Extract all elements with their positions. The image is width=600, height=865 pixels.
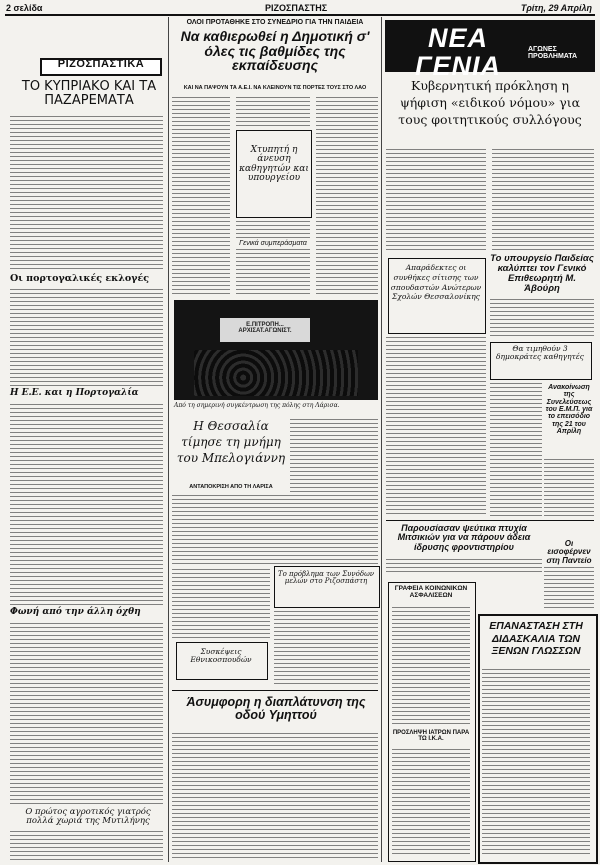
nea-genia-title: ΝΕΑ ΓΕΝΙΑ (415, 23, 501, 82)
right-box-panteio-text: Οι εισοφέρνεν στη Παντείο (546, 539, 592, 565)
page-date: Τρίτη, 29 Απρίλη (520, 3, 592, 13)
ika-announcement-title: ΓΡΑΦΕΙΑ ΚΟΙΝΩΝΙΚΩΝ ΑΣΦΑΛΙΣΕΩΝ (394, 585, 468, 599)
center-subhead-conclusions: Γενικά συμπεράσματα (236, 240, 310, 247)
right-box-empress-text: Ανακοίνωση της Συνελεύσεως του Ε.Μ.Π. για το επεισόδιο της 21 του Απρίλη (545, 384, 593, 436)
right-headline: Κυβερνητική πρόκληση η ψήφιση «ειδικού νόμου» για τους φοιτητικούς συλλόγους (398, 78, 582, 127)
left-subhead-doctor: Ο πρώτος αγροτικός γιατρός πολλά χωριά της Μυτιλήνης (25, 807, 151, 826)
center-story-ymittou: Άσυμφορη η διαπλάτυνση της οδού Υμηττού (186, 695, 366, 723)
center-headline: Να καθιερωθεί η Δημοτική σ' όλες τις βαθμίδες της εκπαίδευσης (180, 28, 370, 74)
center-box-absence-text: Χτυπητή η άνευση καθηγητών και υπουργείου (239, 145, 309, 184)
left-headline: ΤΟ ΚΥΠΡΙΑΚΟ ΚΑΙ ΤΑ ΠΑΖΑΡΕΜΑΤΑ (21, 79, 157, 108)
center-story-thessalia-dek: ΑΝΤΑΠΟΚΡΙΣΗ ΑΠΟ ΤΗ ΛΑΡΙΣΑ (189, 484, 273, 490)
right-story-ministry: Το υπουργείο Παιδείας καλύπτει τον Γενικό Επιθεωρητή Μ. Άβούρη (490, 253, 594, 294)
right-box-meals-text: Απαράδεκτες οι συνθήκες σίτισης των σπουδαστών Ανώτερων Σχολών Θεσσαλονίκης (390, 263, 482, 302)
center-photo (174, 300, 378, 400)
nea-genia-side: ΑΓΩΝΕΣ ΠΡΟΒΛΗΜΑΤΑ (528, 46, 578, 61)
center-box-issue-text: Το πρόβλημα των Συνόδων μελών στο Ριζοσπάστη (277, 570, 375, 586)
languages-ad-title: ΕΠΑΝΑΣΤΑΣΗ ΣΤΗ ΔΙΔΑΣΚΑΛΙΑ ΤΩΝ ΞΕΝΩΝ ΓΛΩΣΣΩΝ (489, 620, 583, 658)
column-logo: ΡΙΖΟΣΠΑΣΤΙΚΑ (57, 58, 145, 70)
left-subhead-elections: Οι πορτογαλικές εκλογές (10, 273, 150, 284)
ika-doctors-title: ΠΡΟΣΛΗΨΗ ΙΑΤΡΩΝ ΠΑΡΑ ΤΩ Ι.Κ.Α. (392, 730, 470, 743)
right-box-honour-text: Θα τιμηθούν 3 δημοκράτες καθηγητές (496, 344, 584, 361)
left-subhead-voice: Φωνή από την άλλη όχθη (10, 607, 141, 617)
page-number: 2 σελίδα (6, 3, 43, 13)
right-story-fake-degrees: Παρουσίασαν ψεύτικα πτυχία Μιτσικιών για να πάρουν άδεια ίδρυσης φροντιστηρίου (397, 523, 531, 552)
center-dek: ΚΑΙ ΝΑ ΠΑΨΟΥΝ ΤΑ Α.Ε.Ι. ΝΑ ΚΛΕΙΝΟΥΝ ΤΙΣ ΠΟΡΤΕΣ ΤΟΥΣ ΣΤΟ ΛΑΟ (183, 85, 367, 91)
photo-banner-text: Ε.ΠΙΤΡΟΠΗ... ΑΡΧΙΣΑΤ.ΑΓΩΝΙΣΤ. (238, 322, 292, 335)
paper-name: ΡΙΖΟΣΠΑΣΤΗΣ (265, 3, 328, 13)
center-story-thessalia: Η Θεσσαλία τίμησε τη μνήμη του Μπελογιάννη (176, 419, 286, 466)
center-box-meetings-text: Συσκέψεις Εθνικοσπουδών (190, 647, 252, 664)
center-kicker: ΟΛΟΙ ΠΡΟΤΑΘΗΚΕ ΣΤΟ ΣΥΝΕΔΡΙΟ ΓΙΑ ΤΗΝ ΠΑΙΔΕΙΑ (186, 19, 364, 26)
left-subhead-ee: Η Ε.Ε. και η Πορτογαλία (10, 388, 139, 398)
photo-caption: Από τη σημερινή συγκέντρωση της πόλης στη Λάρισα. (174, 402, 340, 409)
